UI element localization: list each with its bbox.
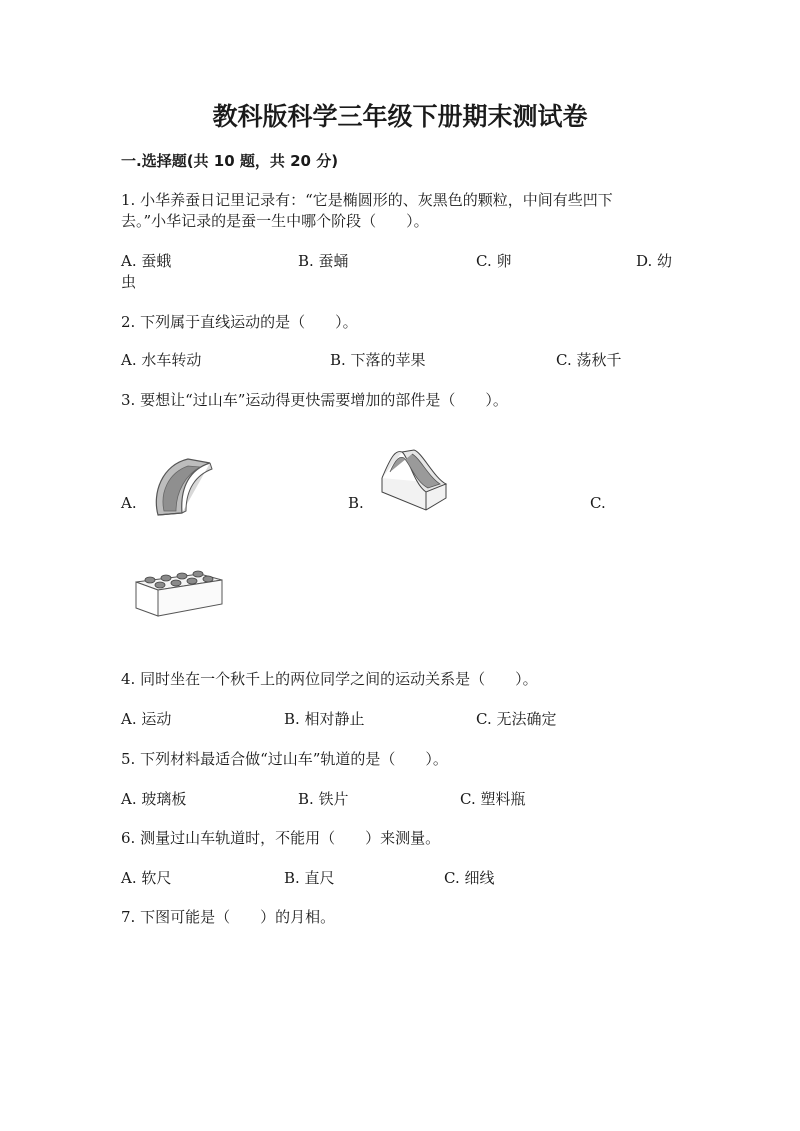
question-3-option-a[interactable]: A.: [121, 494, 137, 512]
question-4-option-b[interactable]: B. 相对静止: [284, 710, 365, 728]
question-1-option-d[interactable]: D. 幼: [636, 252, 673, 270]
question-1-text-line1: 1. 小华养蚕日记里记录有：“它是椭圆形的、灰黑色的颗粒，中间有些凹下: [121, 191, 613, 209]
question-4-option-a[interactable]: A. 运动: [121, 710, 172, 728]
curved-track-piece-image: [148, 453, 216, 519]
ramp-track-piece-image: [378, 448, 450, 512]
question-1-option-c[interactable]: C. 卵: [476, 252, 512, 270]
question-2-text: 2. 下列属于直线运动的是（ ）。: [121, 313, 358, 331]
question-1-text-line2: 去。”小华记录的是蚕一生中哪个阶段（ ）。: [121, 212, 429, 230]
question-3-option-b[interactable]: B.: [348, 494, 364, 512]
question-5-option-c[interactable]: C. 塑料瓶: [460, 790, 526, 808]
question-6-text: 6. 测量过山车轨道时，不能用（ ）来测量。: [121, 829, 441, 847]
question-5-option-a[interactable]: A. 玻璃板: [121, 790, 187, 808]
question-2-option-b[interactable]: B. 下落的苹果: [330, 351, 426, 369]
question-4-text: 4. 同时坐在一个秋千上的两位同学之间的运动关系是（ ）。: [121, 670, 538, 688]
question-3-option-c[interactable]: C.: [590, 494, 606, 512]
question-1-option-a[interactable]: A. 蚕蛾: [121, 252, 172, 270]
question-5-option-b[interactable]: B. 铁片: [298, 790, 349, 808]
question-2-option-a[interactable]: A. 水车转动: [121, 351, 202, 369]
question-1-option-b[interactable]: B. 蚕蛹: [298, 252, 349, 270]
question-6-option-b[interactable]: B. 直尺: [284, 869, 335, 887]
question-1-option-d-wrap: 虫: [121, 273, 137, 291]
question-6-option-c[interactable]: C. 细线: [444, 869, 495, 887]
question-2-option-c[interactable]: C. 荡秋千: [556, 351, 622, 369]
question-6-option-a[interactable]: A. 软尺: [121, 869, 172, 887]
question-7-text: 7. 下图可能是（ ）的月相。: [121, 908, 336, 926]
section-heading: 一.选择题(共 10 题，共 20 分): [121, 152, 339, 170]
building-block-brick-image: [134, 560, 226, 618]
page-title: 教科版科学三年级下册期末测试卷: [212, 102, 588, 131]
question-4-option-c[interactable]: C. 无法确定: [476, 710, 557, 728]
question-3-text: 3. 要想让“过山车”运动得更快需要增加的部件是（ ）。: [121, 391, 508, 409]
question-5-text: 5. 下列材料最适合做“过山车”轨道的是（ ）。: [121, 750, 448, 768]
